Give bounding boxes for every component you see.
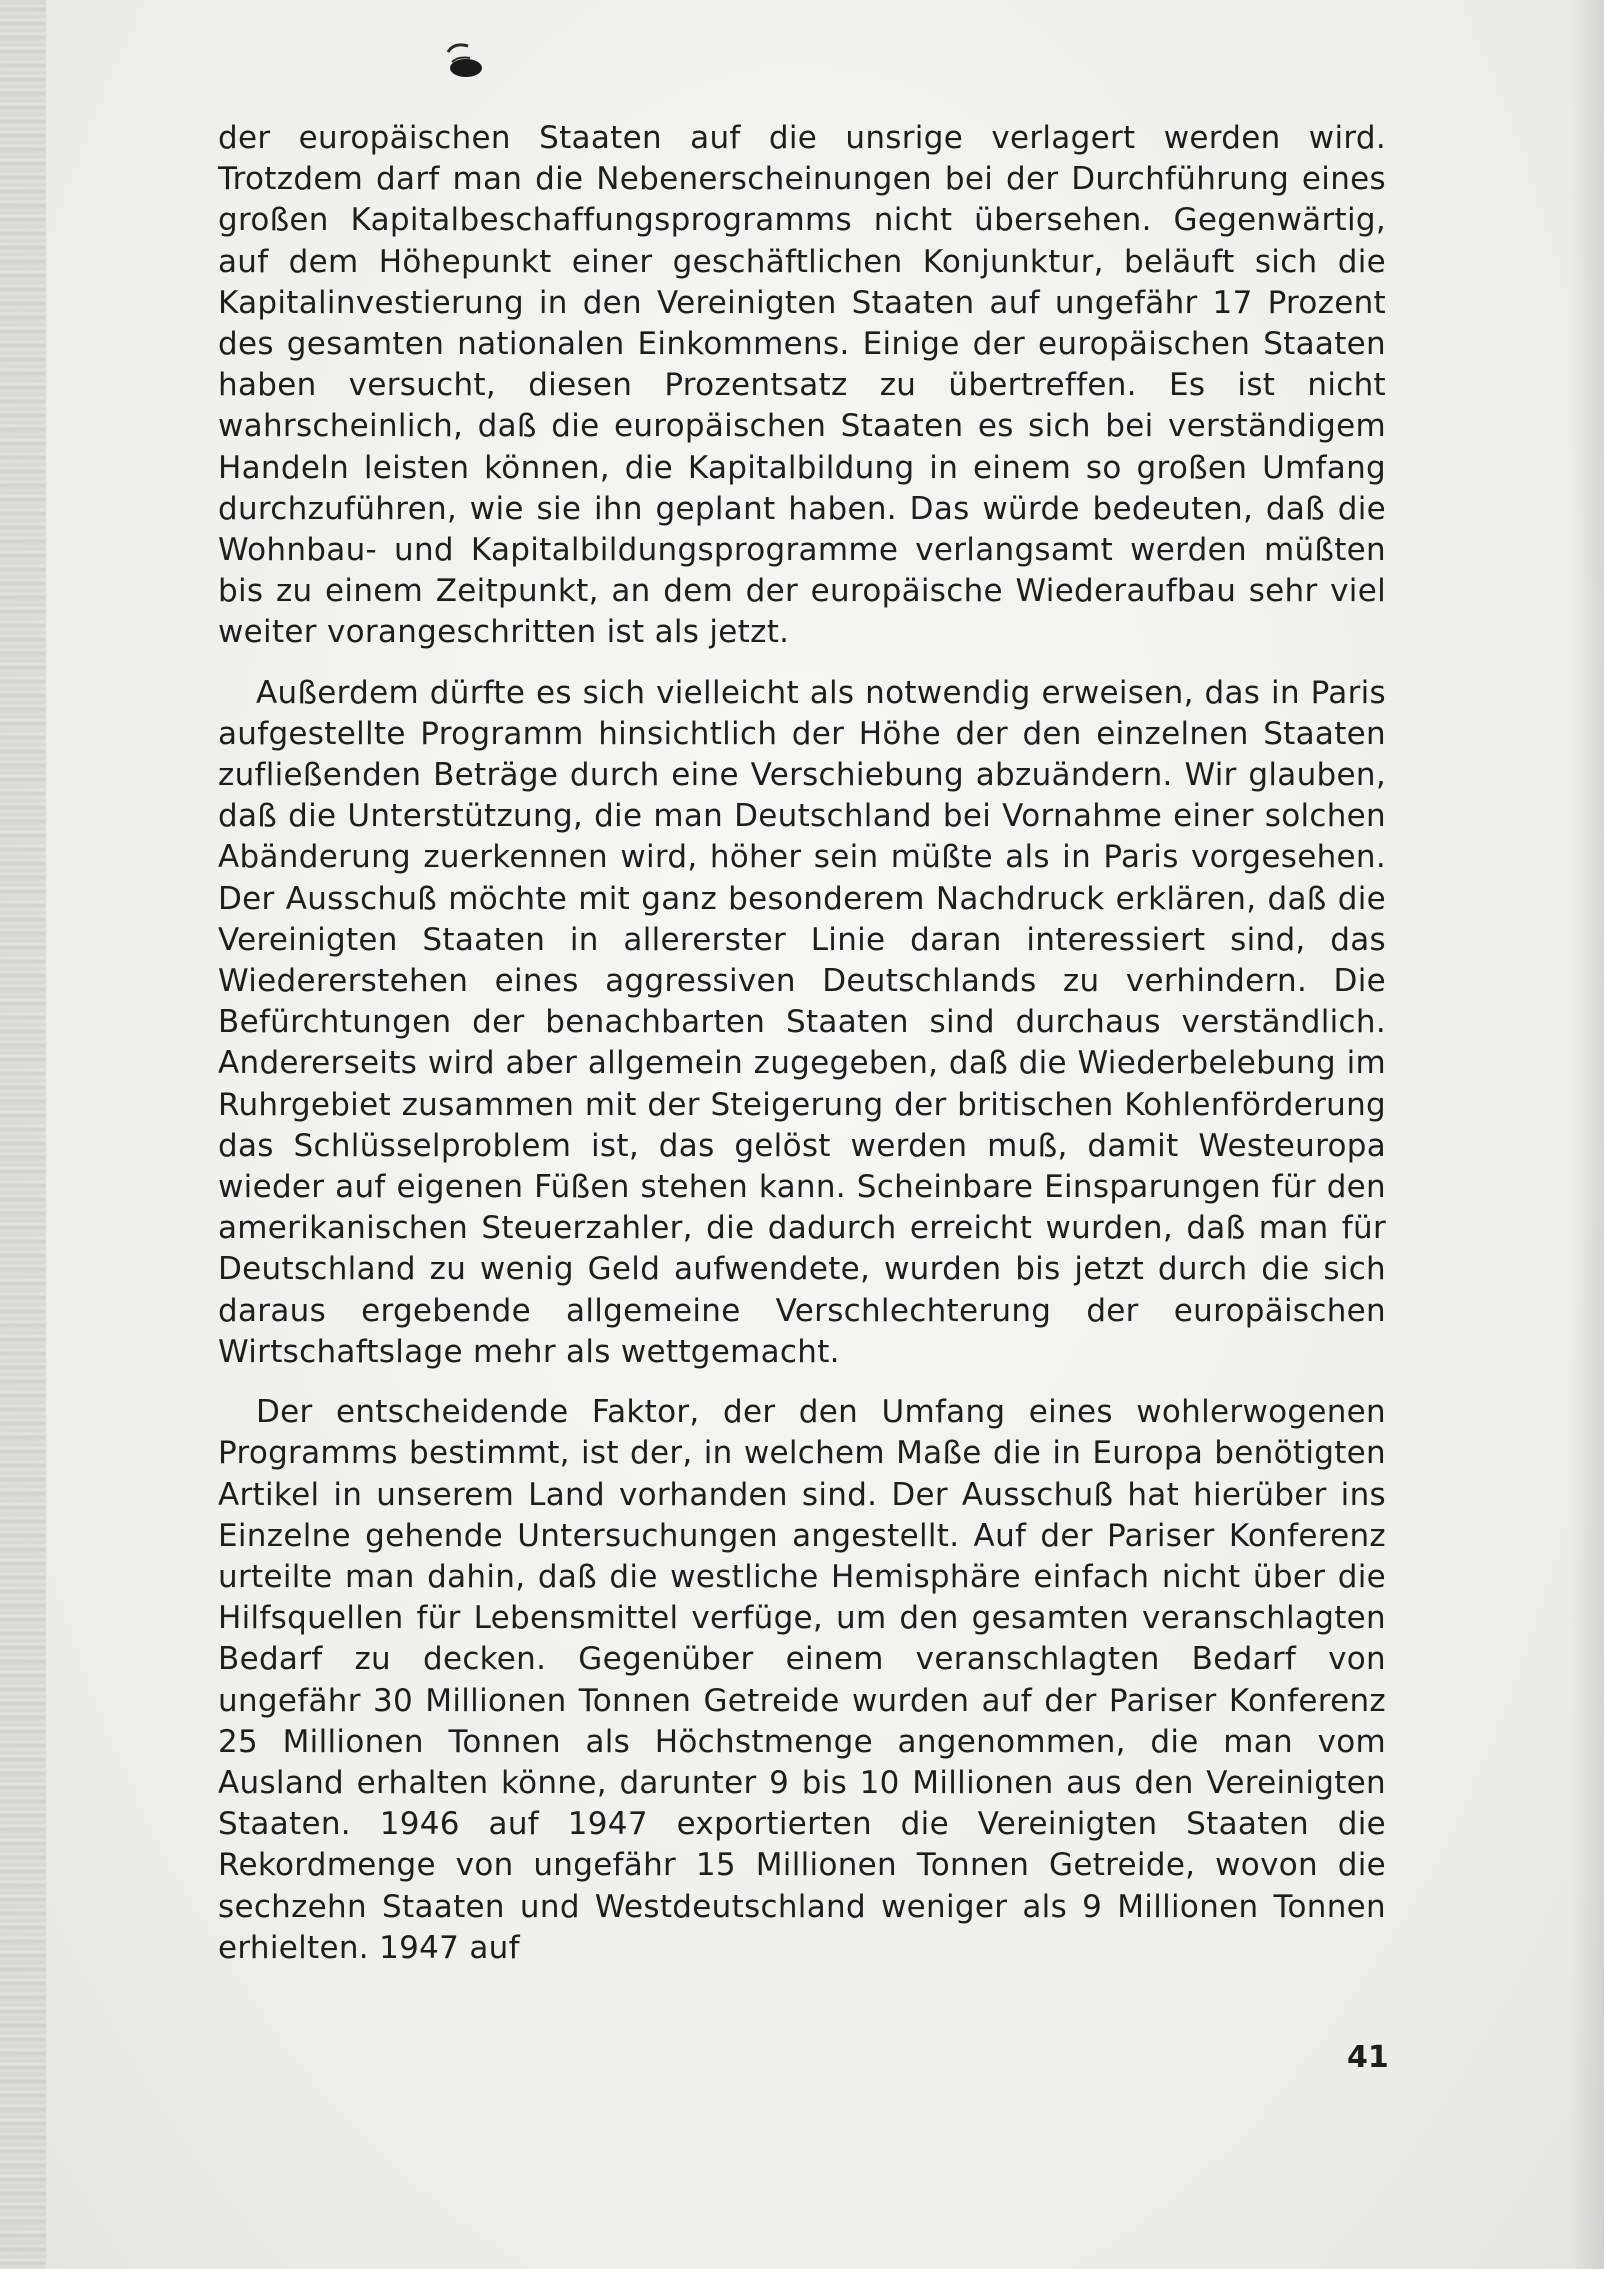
page-right-edge [1570, 0, 1604, 2269]
body-text [218, 118, 1386, 1988]
paragraph-1: der europäischen Staaten auf die unsrige verlagert werden wird. Trotzdem darf man die Nebenerscheinungen bei der Durchführung eines großen Kapitalbeschaffungsprogramms nicht übersehen. Gegenwärtig, auf dem Höhepunkt einer geschäftlichen Konjunktur, beläuft sich die Kapitalinvestierung in den Vereinigten Staaten auf ungefähr 17 Prozent des gesamten nationalen Einkommens. Einige der europäischen Staaten haben versucht, diesen Prozentsatz zu übertreffen. Es ist nicht wahrscheinlich, daß die europäischen Staaten es sich bei verständigem Handeln leisten können, die Kapitalbildung in einem so großen Umfang durchzuführen, wie sie ihn geplant haben. Das würde bedeuten, daß die Wohnbau- und Kapitalbildungsprogramme verlangsamt werden müßten bis zu einem Zeitpunkt, an dem der europäische Wiederaufbau sehr viel weiter vorangeschritten ist als jetzt. [218, 120, 1386, 651]
page-number: 41 [1347, 2040, 1389, 2075]
paragraph-2: Außerdem dürfte es sich vielleicht als notwendig erweisen, das in Paris aufgestellte Programm hinsichtlich der Höhe der den einzelnen Staaten zufließenden Beträge durch eine Verschiebung abzuändern. Wir glauben, daß die Unterstützung, die man Deutschland bei Vornahme einer solchen Abänderung zuerkennen wird, höher sein müßte als in Paris vorgesehen. Der Ausschuß möchte mit ganz besonderem Nachdruck erklären, daß die Vereinigten Staaten in allererster Linie daran interessiert sind, das Wiedererstehen eines aggressiven Deutschlands zu verhindern. Die Befürchtungen der benachbarten Staaten sind durchaus verständlich. Andererseits wird aber allgemein zugegeben, daß die Wiederbelebung im Ruhrgebiet zusammen mit der Steigerung der britischen Kohlenförderung das Schlüsselproblem ist, das gelöst werden muß, damit Westeuropa wieder auf eigenen Füßen stehen kann. Scheinbare Einsparungen für den amerikanischen Steuerzahler, die dadurch erreicht wurden, daß man für Deutschland zu wenig Geld aufwendete, wurden bis jetzt durch die sich daraus ergebende allgemeine Verschlechterung der europäischen Wirtschaftslage mehr als wettgemacht. [218, 674, 1386, 1370]
paragraph-3: Der entscheidende Faktor, der den Umfang eines wohlerwogenen Programms bestimmt, ist der, in welchem Maße die in Europa benötigten Artikel in unserem Land vorhanden sind. Der Ausschuß hat hierüber ins Einzelne gehende Untersuchungen angestellt. Auf der Pariser Konferenz urteilte man dahin, daß die westliche Hemisphäre einfach nicht über die Hilfsquellen für Lebensmittel verfüge, um den gesamten veranschlagten Bedarf zu decken. Gegenüber einem veranschlagten Bedarf von ungefähr 30 Millionen Tonnen Getreide wurden auf der Pariser Konferenz 25 Millionen Tonnen als Höchstmenge angenommen, die man vom Ausland erhalten könne, darunter 9 bis 10 Millionen aus den Vereinigten Staaten. 1946 auf 1947 exportierten die Vereinigten Staaten die Rekordmenge von ungefähr 15 Millionen Tonnen Getreide, wovon die sechzehn Staaten und Westdeutschland weniger als 9 Millionen Tonnen erhielten. 1947 auf [218, 1394, 1386, 1966]
page-binding-edge [0, 0, 46, 2269]
ink-blot-mark [440, 38, 500, 98]
